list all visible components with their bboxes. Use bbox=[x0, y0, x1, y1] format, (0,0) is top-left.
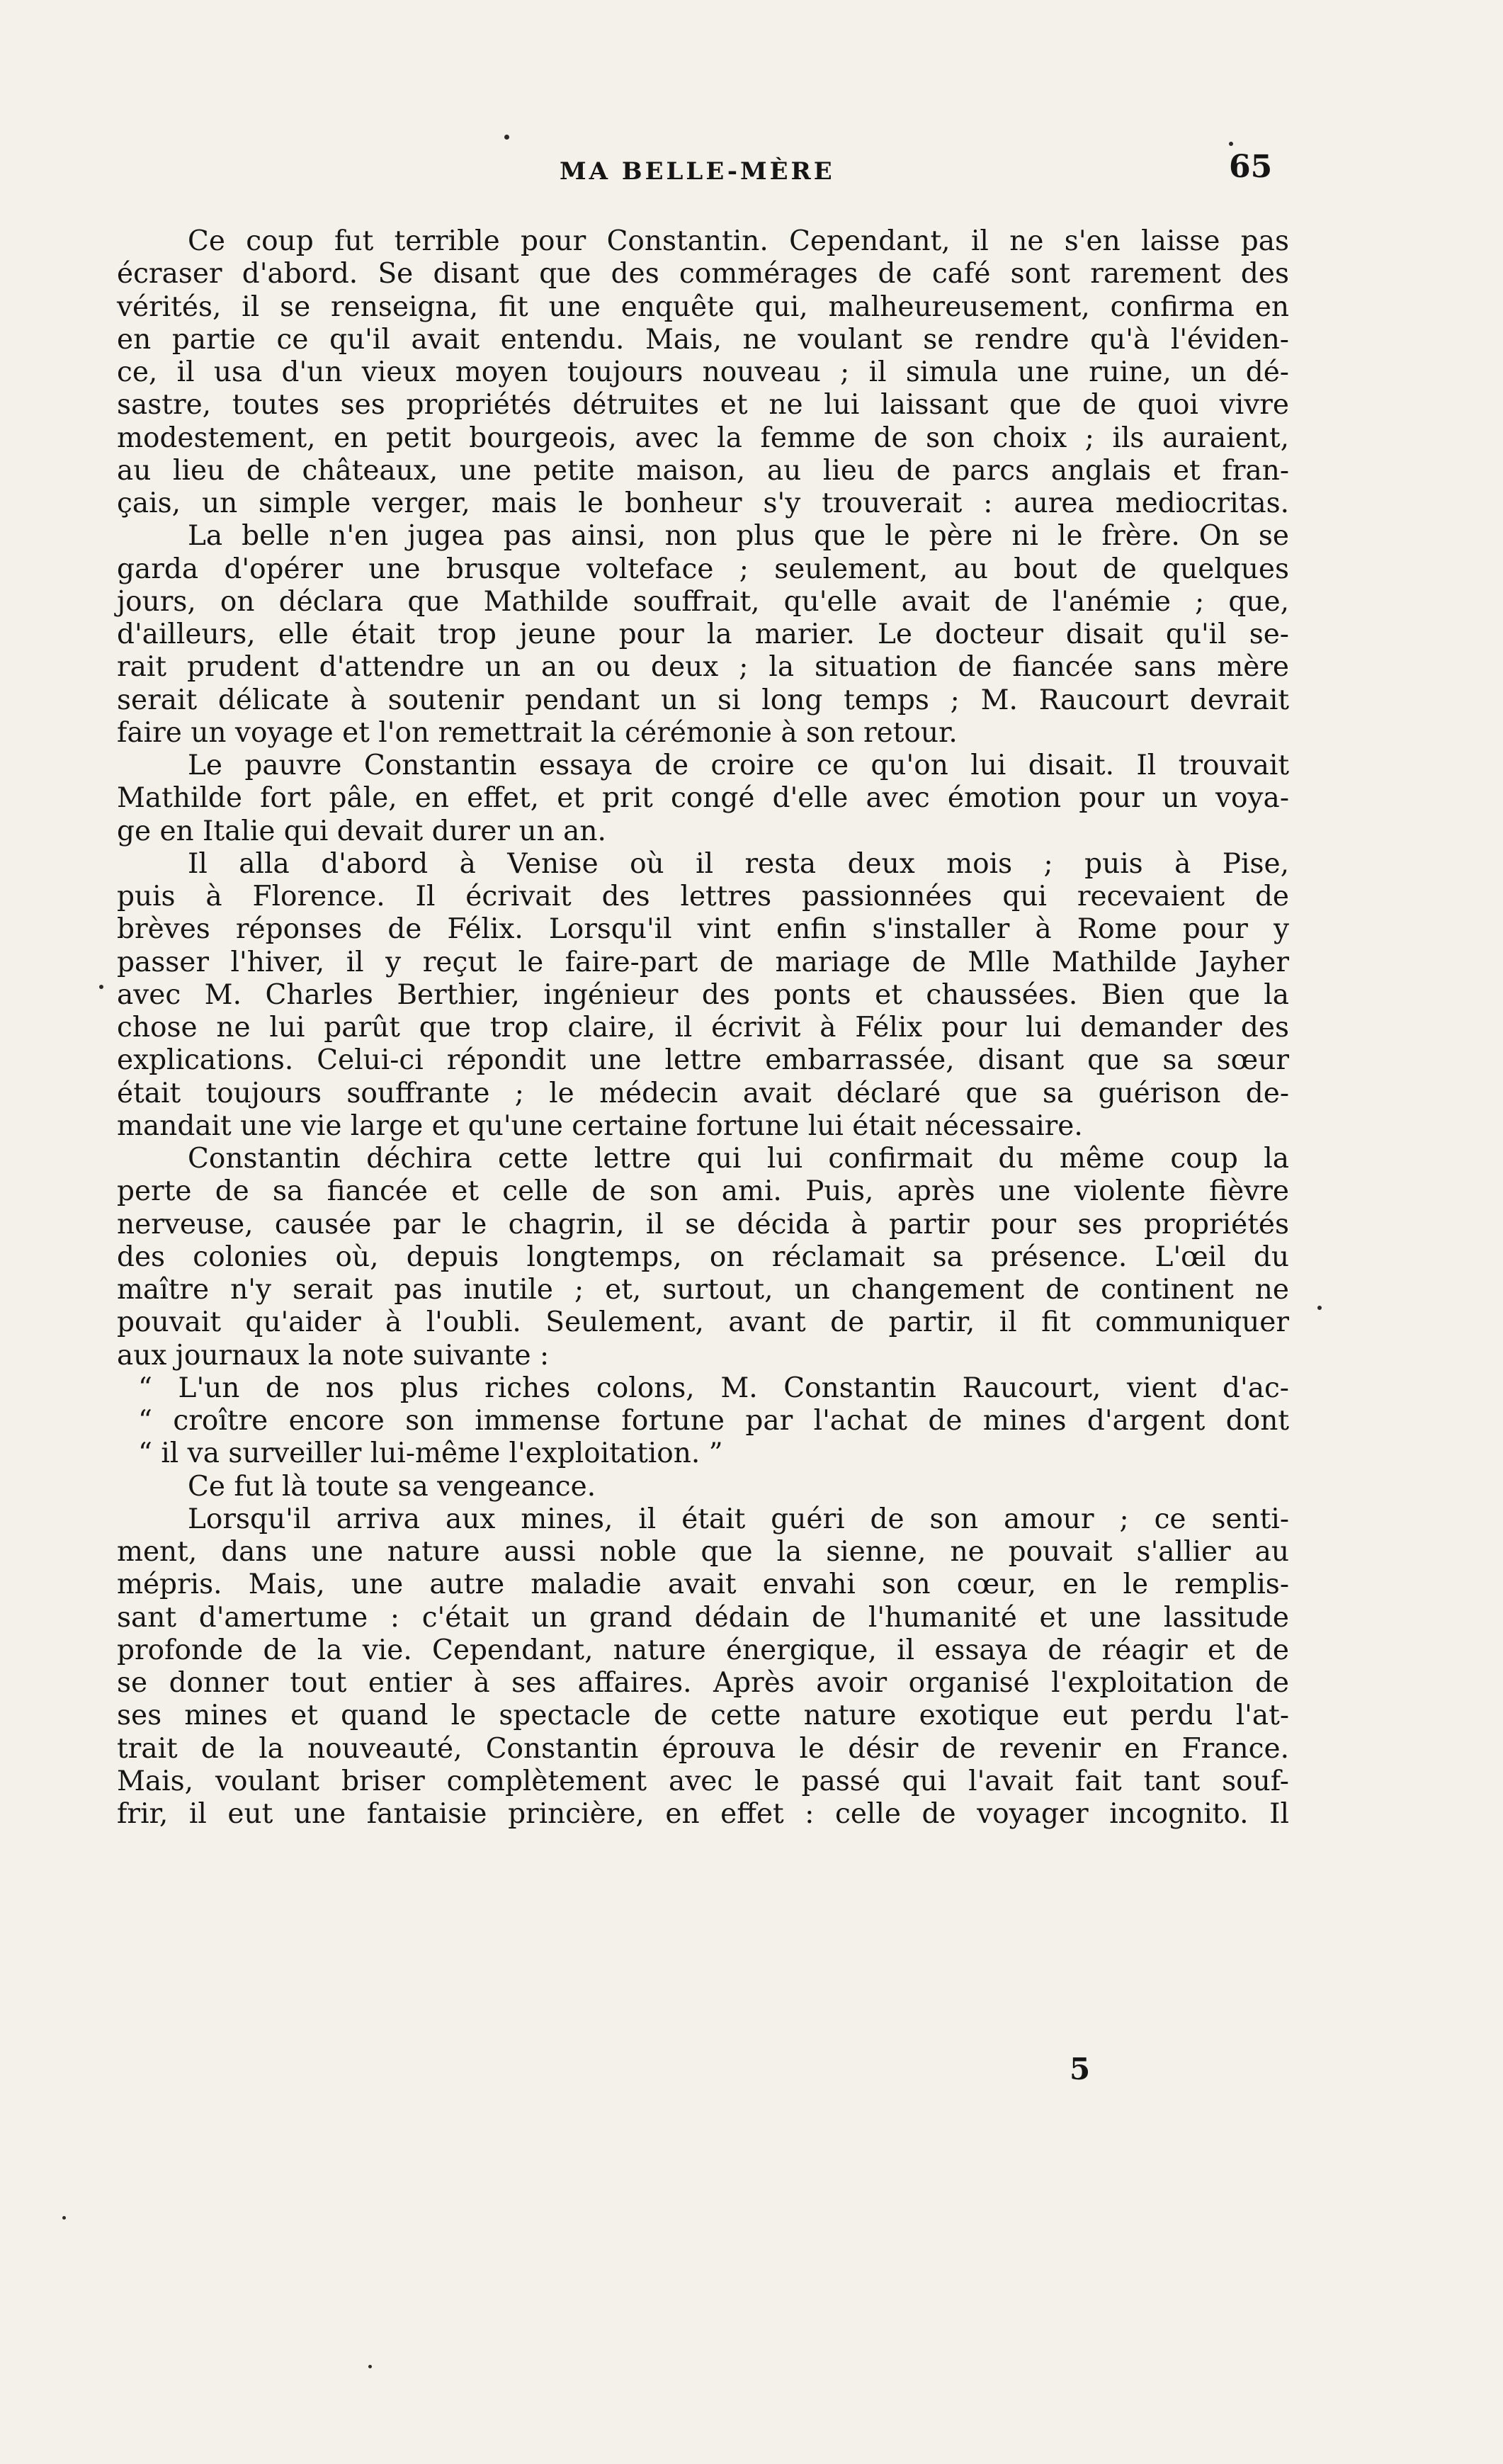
ink-speck bbox=[504, 135, 509, 140]
text-line: rait prudent d'attendre un an ou deux ; la situation de fiancée sans mère bbox=[117, 651, 1289, 684]
text-line: nerveuse, causée par le chagrin, il se décida à partir pour ses propriétés bbox=[117, 1208, 1289, 1241]
text-line: maître n'y serait pas inutile ; et, surtout, un changement de continent ne bbox=[117, 1274, 1289, 1306]
text-line: mépris. Mais, une autre maladie avait envahi son cœur, en le remplis- bbox=[117, 1569, 1289, 1601]
text-line: trait de la nouveauté, Constantin éprouva le désir de revenir en France. bbox=[117, 1732, 1289, 1765]
text-line: ce, il usa d'un vieux moyen toujours nouveau ; il simula une ruine, un dé- bbox=[117, 356, 1289, 388]
text-line: pouvait qu'aider à l'oubli. Seulement, avant de partir, il fit communiquer bbox=[117, 1306, 1289, 1339]
ink-speck bbox=[62, 2216, 66, 2220]
ink-speck bbox=[99, 985, 103, 989]
quote-line: “ croître encore son immense fortune par l'achat de mines d'argent dont bbox=[138, 1405, 1289, 1437]
text-line: brèves réponses de Félix. Lorsqu'il vint enfin s'installer à Rome pour y bbox=[117, 913, 1289, 946]
text-line: au lieu de châteaux, une petite maison, au lieu de parcs anglais et fran- bbox=[117, 454, 1289, 487]
text-line: La belle n'en jugea pas ainsi, non plus que le père ni le frère. On se bbox=[188, 520, 1289, 553]
text-line: profonde de la vie. Cependant, nature énergique, il essaya de réagir et de bbox=[117, 1634, 1289, 1666]
body-text bbox=[117, 225, 1289, 1831]
text-line: mandait une vie large et qu'une certaine fortune lui était nécessaire. bbox=[117, 1109, 1083, 1142]
text-line: çais, un simple verger, mais le bonheur s'y trouverait : aurea mediocritas. bbox=[117, 487, 1289, 519]
ink-speck bbox=[1229, 142, 1233, 146]
text-line: Lorsqu'il arriva aux mines, il était guéri de son amour ; ce senti- bbox=[188, 1503, 1289, 1535]
text-line: sant d'amertume : c'était un grand dédain de l'humanité et une lassitude bbox=[117, 1601, 1289, 1634]
text-line: Ce coup fut terrible pour Constantin. Cependant, il ne s'en laisse pas bbox=[188, 225, 1289, 257]
text-line: ge en Italie qui devait durer un an. bbox=[117, 815, 606, 847]
text-line: aux journaux la note suivante : bbox=[117, 1339, 550, 1372]
text-line: explications. Celui-ci répondit une lettre embarrassée, disant que sa sœur bbox=[117, 1044, 1289, 1077]
text-line: perte de sa fiancée et celle de son ami. Puis, après une violente fièvre bbox=[117, 1175, 1289, 1208]
text-line: d'ailleurs, elle était trop jeune pour la marier. Le docteur disait qu'il se- bbox=[117, 618, 1289, 650]
text-line: Ce fut là toute sa vengeance. bbox=[188, 1470, 596, 1503]
text-line: ses mines et quand le spectacle de cette nature exotique eut perdu l'at- bbox=[117, 1700, 1289, 1732]
text-line: frir, il eut une fantaisie princière, en effet : celle de voyager incognito. Il bbox=[117, 1798, 1289, 1830]
text-line: Le pauvre Constantin essaya de croire ce qu'on lui disait. Il trouvait bbox=[188, 750, 1289, 781]
text-line: puis à Florence. Il écrivait des lettres passionnées qui recevaient de bbox=[117, 881, 1289, 912]
text-line: avec M. Charles Berthier, ingénieur des ponts et chaussées. Bien que la bbox=[117, 978, 1289, 1011]
text-line: modestement, en petit bourgeois, avec la femme de son choix ; ils auraient, bbox=[117, 422, 1289, 454]
text-line: serait délicate à soutenir pendant un si long temps ; M. Raucourt devrait bbox=[117, 684, 1289, 716]
text-line: faire un voyage et l'on remettrait la cérémonie à son retour. bbox=[117, 716, 958, 749]
text-line: passer l'hiver, il y reçut le faire-part de mariage de Mlle Mathilde Jayher bbox=[117, 946, 1289, 978]
text-line: des colonies où, depuis longtemps, on réclamait sa présence. L'œil du bbox=[117, 1241, 1289, 1273]
text-line: Mais, voulant briser complètement avec le passé qui l'avait fait tant souf- bbox=[117, 1765, 1289, 1797]
text-line: en partie ce qu'il avait entendu. Mais, ne voulant se rendre qu'à l'éviden- bbox=[117, 323, 1289, 356]
text-line: jours, on déclara que Mathilde souffrait, qu'elle avait de l'anémie ; que, bbox=[117, 585, 1289, 618]
page-number: 65 bbox=[1229, 149, 1273, 185]
signature-mark: 5 bbox=[1070, 2052, 1091, 2086]
text-line: chose ne lui parût que trop claire, il écrivit à Félix pour lui demander des bbox=[117, 1012, 1289, 1044]
text-line: se donner tout entier à ses affaires. Après avoir organisé l'exploitation de bbox=[117, 1667, 1289, 1699]
quote-line: “ il va surveiller lui-même l'exploitation. ” bbox=[138, 1437, 723, 1470]
ink-speck bbox=[368, 2365, 372, 2368]
text-line: Mathilde fort pâle, en effet, et prit congé d'elle avec émotion pour un voya- bbox=[117, 782, 1289, 815]
ink-speck bbox=[1317, 1306, 1322, 1310]
text-line: Il alla d'abord à Venise où il resta deux mois ; puis à Pise, bbox=[188, 847, 1289, 880]
text-line: sastre, toutes ses propriétés détruites et ne lui laissant que de quoi vivre bbox=[117, 389, 1289, 422]
text-line: garda d'opérer une brusque volteface ; seulement, au bout de quelques bbox=[117, 553, 1289, 585]
text-line: vérités, il se renseigna, fit une enquête qui, malheureusement, confirma en bbox=[117, 290, 1289, 323]
quote-line: “ L'un de nos plus riches colons, M. Constantin Raucourt, vient d'ac- bbox=[138, 1372, 1289, 1404]
running-title: MA BELLE-MÈRE bbox=[560, 157, 835, 186]
text-line: ment, dans une nature aussi noble que la sienne, ne pouvait s'allier au bbox=[117, 1536, 1289, 1568]
text-line: était toujours souffrante ; le médecin avait déclaré que sa guérison de- bbox=[117, 1077, 1289, 1109]
text-line: Constantin déchira cette lettre qui lui confirmait du même coup la bbox=[188, 1143, 1289, 1175]
text-line: écraser d'abord. Se disant que des commérages de café sont rarement des bbox=[117, 258, 1289, 290]
